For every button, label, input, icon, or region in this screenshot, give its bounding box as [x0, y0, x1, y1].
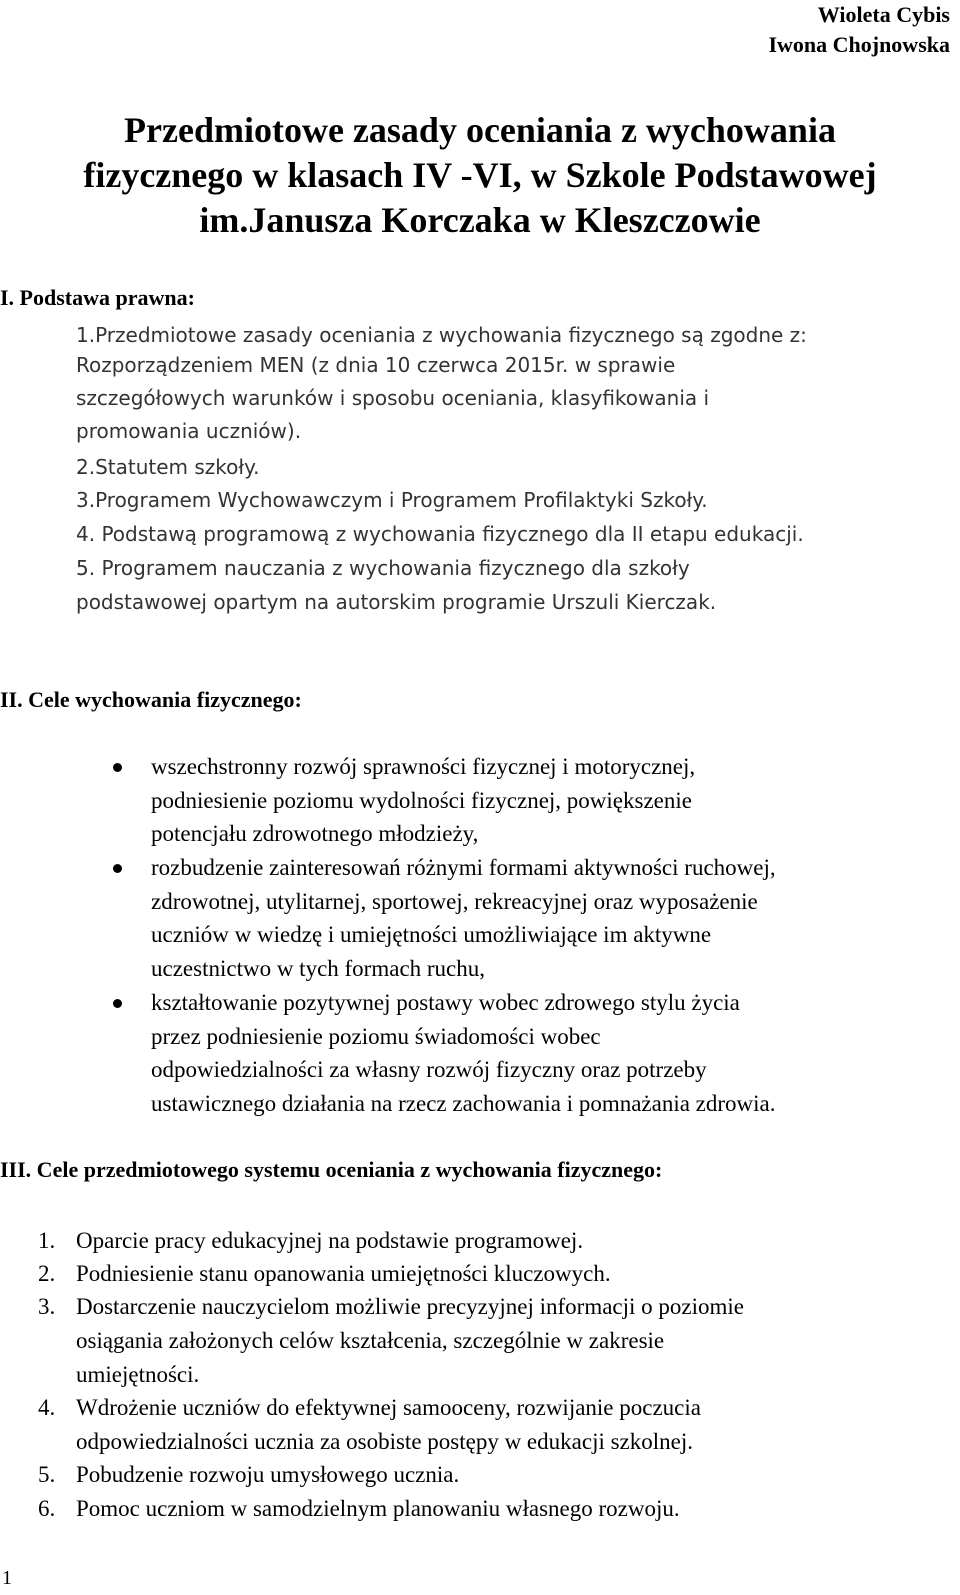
- section-1-line: 4. Podstawą programową z wychowania fizycznego dla II etapu edukacji.: [76, 522, 804, 546]
- author-1: Wioleta Cybis: [817, 2, 950, 27]
- bullet-line: uczniów w wiedzę i umiejętności umożliwiające im aktywne: [151, 922, 712, 947]
- section-1-heading: I. Podstawa prawna:: [0, 285, 195, 310]
- bullet-line: podniesienie poziomu wydolności fizycznej, powiększenie: [151, 788, 692, 813]
- document-title: [0, 108, 960, 243]
- bullet-line: uczestnictwo w tych formach ruchu,: [151, 956, 486, 981]
- title-line-2: fizycznego w klasach IV -VI, w Szkole Podstawowej: [83, 155, 877, 195]
- section-1-line: 2.Statutem szkoły.: [76, 455, 260, 479]
- bullet-icon: [113, 999, 122, 1008]
- section-1-line: promowania uczniów).: [76, 419, 302, 443]
- list-item-line: odpowiedzialności ucznia za osobiste postępy w edukacji szkolnej.: [76, 1429, 693, 1454]
- list-number: 2.: [38, 1261, 56, 1286]
- list-item-line: umiejętności.: [76, 1362, 200, 1387]
- bullet-line: kształtowanie pozytywnej postawy wobec zdrowego stylu życia: [151, 990, 740, 1015]
- list-number: 5.: [38, 1462, 56, 1487]
- section-1-line: 3.Programem Wychowawczym i Programem Profilaktyki Szkoły.: [76, 488, 708, 512]
- bullet-line: przez podniesienie poziomu świadomości wobec: [151, 1024, 601, 1049]
- title-line-3: im.Janusza Korczaka w Kleszczowie: [199, 200, 761, 240]
- list-item-line: Oparcie pracy edukacyjnej na podstawie programowej.: [76, 1228, 584, 1253]
- bullet-icon: [113, 763, 122, 772]
- bullet-line: ustawicznego działania na rzecz zachowania i pomnażania zdrowia.: [151, 1091, 776, 1116]
- list-item-line: Dostarczenie nauczycielom możliwie precyzyjnej informacji o poziomie: [76, 1294, 744, 1319]
- list-item-line: Podniesienie stanu opanowania umiejętności kluczowych.: [76, 1261, 611, 1286]
- bullet-line: potencjału zdrowotnego młodzieży,: [151, 821, 479, 846]
- section-3-heading: III. Cele przedmiotowego systemu oceniania z wychowania fizycznego:: [0, 1157, 663, 1182]
- author-2: Iwona Chojnowska: [768, 32, 950, 57]
- list-item-line: Pobudzenie rozwoju umysłowego ucznia.: [76, 1462, 460, 1487]
- bullet-line: zdrowotnej, utylitarnej, sportowej, rekreacyjnej oraz wyposażenie: [151, 889, 758, 914]
- list-number: 4.: [38, 1395, 56, 1420]
- page-number: 1: [2, 1567, 12, 1589]
- list-item-line: Wdrożenie uczniów do efektywnej samooceny, rozwijanie poczucia: [76, 1395, 701, 1420]
- section-1-line: Rozporządzeniem MEN (z dnia 10 czerwca 2015r. w sprawie: [76, 353, 676, 377]
- list-item-line: Pomoc uczniom w samodzielnym planowaniu własnego rozwoju.: [76, 1496, 680, 1521]
- title-line-1: Przedmiotowe zasady oceniania z wychowania: [124, 110, 836, 150]
- section-1-line: 5. Programem nauczania z wychowania fizycznego dla szkoły: [76, 556, 690, 580]
- authors: [768, 0, 950, 60]
- section-1-line: podstawowej opartym na autorskim programie Urszuli Kierczak.: [76, 590, 717, 614]
- bullet-line: rozbudzenie zainteresowań różnymi formami aktywności ruchowej,: [151, 855, 776, 880]
- list-item-line: osiągania założonych celów kształcenia, szczególnie w zakresie: [76, 1328, 665, 1353]
- bullet-line: odpowiedzialności za własny rozwój fizyczny oraz potrzeby: [151, 1057, 707, 1082]
- bullet-icon: [113, 864, 122, 873]
- bullet-line: wszechstronny rozwój sprawności fizycznej i motorycznej,: [151, 754, 696, 779]
- list-number: 6.: [38, 1496, 56, 1521]
- section-2-heading: II. Cele wychowania fizycznego:: [0, 687, 302, 712]
- list-number: 1.: [38, 1228, 56, 1253]
- section-1-line: 1.Przedmiotowe zasady oceniania z wychowania fizycznego są zgodne z:: [76, 323, 807, 347]
- list-number: 3.: [38, 1294, 56, 1319]
- section-1-line: szczegółowych warunków i sposobu oceniania, klasyfikowania i: [76, 386, 710, 410]
